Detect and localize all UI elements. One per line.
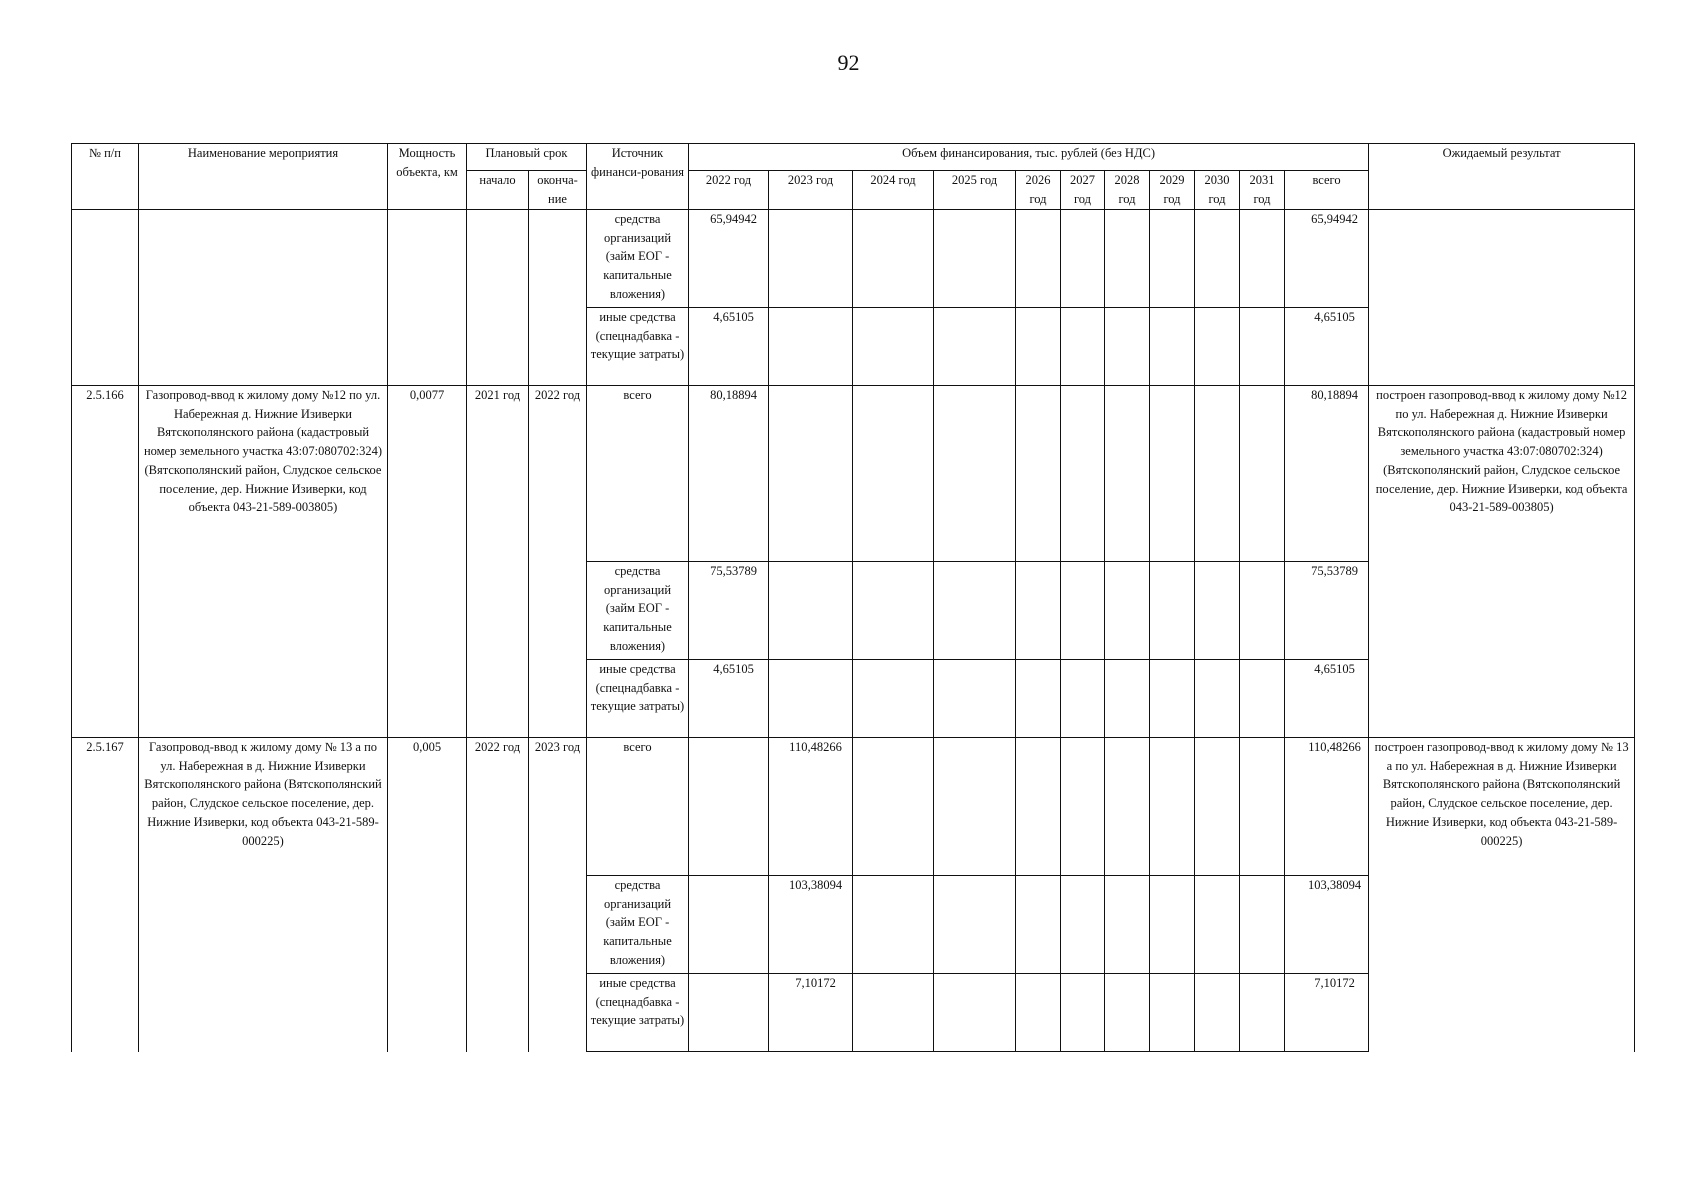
table-row [72,210,1635,308]
amount-cell [934,876,1016,974]
amount-cell [1150,974,1195,1052]
amount-cell [934,386,1016,562]
amount-cell [1105,386,1150,562]
amount-cell: 4,65105 [689,308,769,386]
amount-cell [1195,738,1240,876]
table-row [72,738,1635,876]
amount-cell [1061,974,1105,1052]
amount-cell [1195,876,1240,974]
financing-table [71,143,1635,1052]
amount-cell [1105,738,1150,876]
amount-cell [1016,660,1061,738]
amount-cell [1061,308,1105,386]
page-number: 92 [837,50,860,75]
amount-cell: 80,18894 [689,386,769,562]
item-number: 2.5.166 [72,386,139,738]
amount-cell [934,738,1016,876]
amount-cell [853,738,934,876]
amount-cell [1240,660,1285,738]
source-cell: иные средства (спецнадбавка - текущие затраты) [587,974,689,1052]
amount-cell: 103,38094 [769,876,853,974]
amount-cell [769,308,853,386]
amount-cell [1150,562,1195,660]
amount-cell [689,974,769,1052]
item-capacity: 0,005 [388,738,467,1052]
header-year: 2028 год [1105,171,1150,210]
amount-cell [1150,660,1195,738]
header-total: всего [1285,171,1369,210]
total-cell: 75,53789 [1285,562,1369,660]
header-year: 2031 год [1240,171,1285,210]
amount-cell [1061,210,1105,308]
item-name: Газопровод-ввод к жилому дому №12 по ул. Набережная д. Нижние Изиверки Вятскополянского района (кадастровый номер земельного участка 43:07:080702:324) (Вятскополянский район, Слудское сельское поселение, дер. Нижние Изиверки, код объекта 043-21-589-003805) [139,386,388,738]
amount-cell [1240,386,1285,562]
header-source: Источник финанси-рования [587,144,689,210]
amount-cell [1150,210,1195,308]
amount-cell [1016,738,1061,876]
amount-cell [853,876,934,974]
header-result: Ожидаемый результат [1369,144,1635,210]
item-start: 2022 год [467,738,529,1052]
header-capacity: Мощность объекта, км [388,144,467,210]
amount-cell [1150,876,1195,974]
header-financing: Объем финансирования, тыс. рублей (без НДС) [689,144,1369,171]
amount-cell [1150,738,1195,876]
item-end: 2022 год [529,386,587,738]
header-year: 2023 год [769,171,853,210]
empty-capacity-cell [388,210,467,386]
amount-cell [1105,876,1150,974]
item-capacity: 0,0077 [388,386,467,738]
source-cell: иные средства (спецнадбавка - текущие затраты) [587,308,689,386]
amount-cell [934,308,1016,386]
empty-result-cell [1369,210,1635,386]
item-name: Газопровод-ввод к жилому дому № 13 а по ул. Набережная в д. Нижние Изиверки Вятскополянского района (Вятскополянский район, Слудское сельское поселение, дер. Нижние Изиверки, код объекта 043-21-589-000225) [139,738,388,1052]
amount-cell [934,660,1016,738]
amount-cell [853,974,934,1052]
amount-cell [853,308,934,386]
amount-cell [1016,386,1061,562]
amount-cell [934,562,1016,660]
amount-cell [1061,562,1105,660]
total-cell: 4,65105 [1285,660,1369,738]
amount-cell [1061,386,1105,562]
amount-cell [1016,308,1061,386]
amount-cell [1016,974,1061,1052]
header-num: № п/п [72,144,139,210]
total-cell: 80,18894 [1285,386,1369,562]
amount-cell: 65,94942 [689,210,769,308]
total-cell: 7,10172 [1285,974,1369,1052]
amount-cell [1105,210,1150,308]
amount-cell [1240,738,1285,876]
total-cell: 103,38094 [1285,876,1369,974]
item-result: построен газопровод-ввод к жилому дому № 13 а по ул. Набережная в д. Нижние Изиверки Вятскополянского района (Вятскополянский район, Слудское сельское поселение, дер. Нижние Изиверки, код объекта 043-21-589-000225) [1369,738,1635,1052]
header-year: 2024 год [853,171,934,210]
amount-cell [1195,660,1240,738]
source-cell: всего [587,386,689,562]
amount-cell [853,210,934,308]
source-cell: средства организаций (займ ЕОГ - капитальные вложения) [587,562,689,660]
amount-cell [1016,562,1061,660]
total-cell: 110,48266 [1285,738,1369,876]
amount-cell [1105,974,1150,1052]
item-number: 2.5.167 [72,738,139,1052]
empty-num-cell [72,210,139,386]
amount-cell [1105,308,1150,386]
total-cell: 65,94942 [1285,210,1369,308]
header-year: 2030 год [1195,171,1240,210]
header-end: оконча-ние [529,171,587,210]
amount-cell: 7,10172 [769,974,853,1052]
source-cell: всего [587,738,689,876]
amount-cell [934,210,1016,308]
source-cell: средства организаций (займ ЕОГ - капитальные вложения) [587,210,689,308]
amount-cell: 4,65105 [689,660,769,738]
amount-cell [1240,210,1285,308]
amount-cell [1105,660,1150,738]
amount-cell: 110,48266 [769,738,853,876]
header-year: 2022 год [689,171,769,210]
item-start: 2021 год [467,386,529,738]
header-start: начало [467,171,529,210]
amount-cell [853,562,934,660]
amount-cell [1061,738,1105,876]
table-row [72,386,1635,562]
amount-cell [689,738,769,876]
empty-name-cell [139,210,388,386]
amount-cell: 75,53789 [689,562,769,660]
source-cell: иные средства (спецнадбавка - текущие затраты) [587,660,689,738]
amount-cell [1016,876,1061,974]
header-year: 2027 год [1061,171,1105,210]
amount-cell [1240,308,1285,386]
amount-cell [769,210,853,308]
amount-cell [853,386,934,562]
amount-cell [1105,562,1150,660]
amount-cell [853,660,934,738]
amount-cell [1195,386,1240,562]
amount-cell [1195,974,1240,1052]
amount-cell [1195,308,1240,386]
amount-cell [934,974,1016,1052]
amount-cell [1240,562,1285,660]
amount-cell [1061,660,1105,738]
amount-cell [769,660,853,738]
header-year: 2029 год [1150,171,1195,210]
amount-cell [1016,210,1061,308]
header-planned-term: Плановый срок [467,144,587,171]
total-cell: 4,65105 [1285,308,1369,386]
item-result: построен газопровод-ввод к жилому дому №12 по ул. Набережная д. Нижние Изиверки Вятскополянского района (кадастровый номер земельного участка 43:07:080702:324) (Вятскополянский район, Слудское сельское поселение, дер. Нижние Изиверки, код объекта 043-21-589-003805) [1369,386,1635,738]
amount-cell [1195,210,1240,308]
amount-cell [1195,562,1240,660]
amount-cell [769,562,853,660]
item-end: 2023 год [529,738,587,1052]
amount-cell [1240,876,1285,974]
amount-cell [1150,308,1195,386]
empty-start-cell [467,210,529,386]
empty-end-cell [529,210,587,386]
source-cell: средства организаций (займ ЕОГ - капитальные вложения) [587,876,689,974]
header-year: 2025 год [934,171,1016,210]
amount-cell [1150,386,1195,562]
header-year: 2026 год [1016,171,1061,210]
amount-cell [689,876,769,974]
amount-cell [1240,974,1285,1052]
header-name: Наименование мероприятия [139,144,388,210]
amount-cell [1061,876,1105,974]
amount-cell [769,386,853,562]
